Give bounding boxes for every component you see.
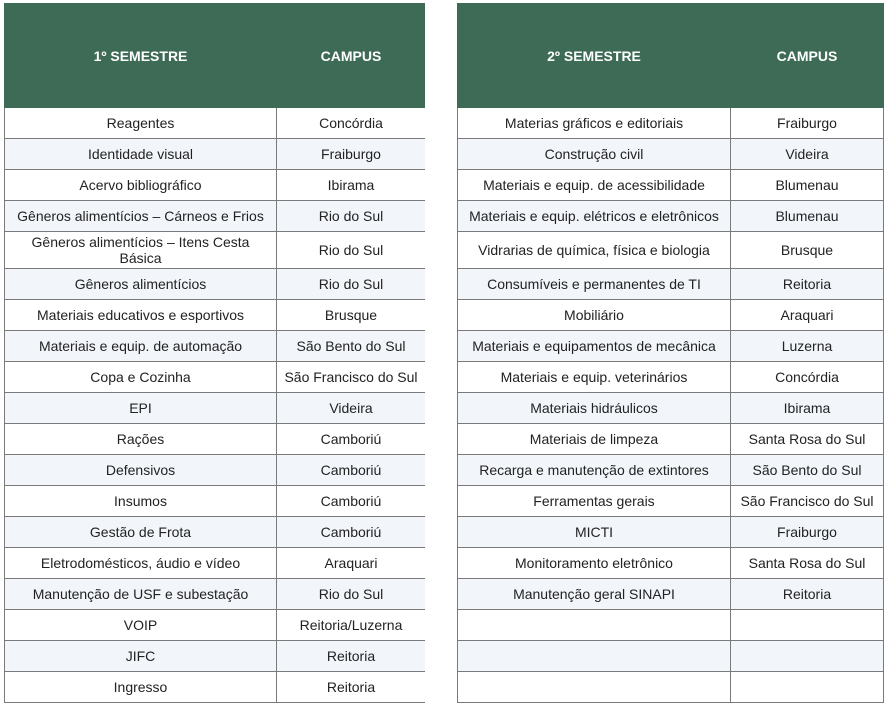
table-row — [5, 201, 426, 232]
table-row — [458, 517, 884, 548]
table-row — [5, 232, 426, 269]
first-semester-header: 1º SEMESTRE — [5, 4, 277, 108]
item-cell: Vidrarias de química, física e biologia — [458, 232, 731, 269]
item-cell: Copa e Cozinha — [5, 362, 277, 393]
table-row — [5, 108, 426, 139]
item-cell — [458, 610, 731, 641]
campus-cell: São Francisco do Sul — [731, 486, 884, 517]
item-cell: Gêneros alimentícios — [5, 269, 277, 300]
header-row — [5, 4, 426, 108]
campus-cell: Rio do Sul — [277, 579, 426, 610]
table-row — [5, 455, 426, 486]
item-cell: Construção civil — [458, 139, 731, 170]
campus-cell: Brusque — [731, 232, 884, 269]
item-cell: Insumos — [5, 486, 277, 517]
campus-cell: Santa Rosa do Sul — [731, 548, 884, 579]
campus-cell: Fraiburgo — [277, 139, 426, 170]
table-row — [458, 170, 884, 201]
item-cell: Manutenção de USF e subestação — [5, 579, 277, 610]
table-row — [458, 139, 884, 170]
item-cell: Materiais e equip. veterinários — [458, 362, 731, 393]
campus-cell: Brusque — [277, 300, 426, 331]
item-cell: Consumíveis e permanentes de TI — [458, 269, 731, 300]
campus-cell: Rio do Sul — [277, 269, 426, 300]
campus-cell: Araquari — [731, 300, 884, 331]
header-row — [458, 4, 884, 108]
campus-cell: São Francisco do Sul — [277, 362, 426, 393]
item-cell: JIFC — [5, 641, 277, 672]
campus-cell — [731, 672, 884, 703]
table-row — [458, 455, 884, 486]
table-row — [458, 548, 884, 579]
campus-cell — [731, 610, 884, 641]
campus-cell: São Bento do Sul — [277, 331, 426, 362]
table-row — [5, 331, 426, 362]
campus-cell: Videira — [277, 393, 426, 424]
item-cell: Manutenção geral SINAPI — [458, 579, 731, 610]
table-row — [458, 486, 884, 517]
item-cell: Eletrodomésticos, áudio e vídeo — [5, 548, 277, 579]
item-cell: Acervo bibliográfico — [5, 170, 277, 201]
table-row — [458, 232, 884, 269]
item-cell: Monitoramento eletrônico — [458, 548, 731, 579]
item-cell: Ingresso — [5, 672, 277, 703]
table-row — [458, 672, 884, 703]
item-cell: Rações — [5, 424, 277, 455]
item-cell: Gêneros alimentícios – Itens Cesta Básica — [5, 232, 277, 269]
item-cell: Ferramentas gerais — [458, 486, 731, 517]
item-cell: Materiais e equipamentos de mecânica — [458, 331, 731, 362]
campus-cell: Luzerna — [731, 331, 884, 362]
table-row — [458, 579, 884, 610]
campus-cell: Camboriú — [277, 517, 426, 548]
item-cell: EPI — [5, 393, 277, 424]
table-row — [5, 548, 426, 579]
item-cell: Defensivos — [5, 455, 277, 486]
table-row — [458, 300, 884, 331]
table-row — [458, 269, 884, 300]
campus-cell: Rio do Sul — [277, 201, 426, 232]
table-row — [458, 641, 884, 672]
item-cell: VOIP — [5, 610, 277, 641]
campus-cell: Reitoria — [277, 641, 426, 672]
item-cell: Materiais de limpeza — [458, 424, 731, 455]
table-row — [458, 424, 884, 455]
table-row — [5, 362, 426, 393]
item-cell: Materiais e equip. de acessibilidade — [458, 170, 731, 201]
item-cell: Gestão de Frota — [5, 517, 277, 548]
first-semester-table — [4, 3, 426, 703]
campus-cell: Fraiburgo — [731, 108, 884, 139]
campus-cell: Videira — [731, 139, 884, 170]
second-semester-header: 2º SEMESTRE — [458, 4, 731, 108]
campus-cell: Reitoria/Luzerna — [277, 610, 426, 641]
item-cell: Identidade visual — [5, 139, 277, 170]
table-row — [458, 201, 884, 232]
table-row — [5, 170, 426, 201]
campus-header: CAMPUS — [731, 4, 884, 108]
campus-cell: Blumenau — [731, 170, 884, 201]
campus-cell: Camboriú — [277, 424, 426, 455]
item-cell: Gêneros alimentícios – Cárneos e Frios — [5, 201, 277, 232]
table-row — [5, 517, 426, 548]
table-row — [5, 393, 426, 424]
campus-cell: Fraiburgo — [731, 517, 884, 548]
table-row — [458, 393, 884, 424]
table-row — [458, 108, 884, 139]
table-row — [5, 641, 426, 672]
item-cell: Materiais hidráulicos — [458, 393, 731, 424]
campus-cell: Rio do Sul — [277, 232, 426, 269]
item-cell — [458, 672, 731, 703]
item-cell: Materiais educativos e esportivos — [5, 300, 277, 331]
campus-cell: Ibirama — [731, 393, 884, 424]
campus-header: CAMPUS — [277, 4, 426, 108]
item-cell — [458, 641, 731, 672]
table-row — [5, 424, 426, 455]
campus-cell: São Bento do Sul — [731, 455, 884, 486]
campus-cell: Camboriú — [277, 455, 426, 486]
item-cell: MICTI — [458, 517, 731, 548]
table-row — [5, 139, 426, 170]
item-cell: Materiais e equip. de automação — [5, 331, 277, 362]
table-row — [458, 610, 884, 641]
table-row — [5, 610, 426, 641]
campus-cell: Reitoria — [731, 269, 884, 300]
campus-cell: Concórdia — [731, 362, 884, 393]
campus-cell: Concórdia — [277, 108, 426, 139]
campus-cell: Reitoria — [277, 672, 426, 703]
table-row — [5, 269, 426, 300]
campus-cell: Ibirama — [277, 170, 426, 201]
item-cell: Materias gráficos e editoriais — [458, 108, 731, 139]
table-row — [458, 362, 884, 393]
item-cell: Reagentes — [5, 108, 277, 139]
table-row — [5, 579, 426, 610]
campus-cell: Blumenau — [731, 201, 884, 232]
table-gap — [425, 3, 457, 717]
second-semester-table — [457, 3, 884, 703]
table-row — [5, 486, 426, 517]
campus-cell: Santa Rosa do Sul — [731, 424, 884, 455]
campus-cell: Reitoria — [731, 579, 884, 610]
table-row — [5, 300, 426, 331]
item-cell: Recarga e manutenção de extintores — [458, 455, 731, 486]
item-cell: Mobiliário — [458, 300, 731, 331]
table-row — [458, 331, 884, 362]
item-cell: Materiais e equip. elétricos e eletrônicos — [458, 201, 731, 232]
campus-cell — [731, 641, 884, 672]
campus-cell: Camboriú — [277, 486, 426, 517]
table-row — [5, 672, 426, 703]
campus-cell: Araquari — [277, 548, 426, 579]
